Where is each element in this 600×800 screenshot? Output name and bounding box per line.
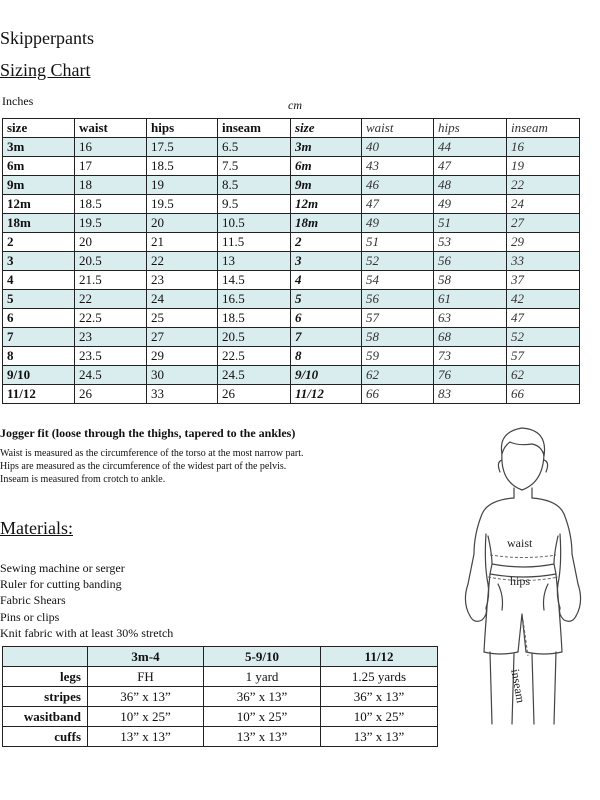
table-row — [3, 271, 580, 290]
table-cell: 6 — [291, 309, 362, 328]
materials-heading: Materials: — [0, 518, 73, 538]
table-cell: 5 — [3, 290, 75, 309]
table-cell: 2 — [3, 233, 75, 252]
table-cell: 57 — [507, 347, 580, 366]
note-inseam: Inseam is measured from crotch to ankle. — [0, 474, 166, 485]
table-cell: 13” x 13” — [88, 727, 204, 747]
table-cell: 36” x 13” — [204, 687, 321, 707]
table-cell: 8 — [291, 347, 362, 366]
table-cell: 51 — [434, 214, 507, 233]
material-item: Sewing machine or serger — [0, 561, 125, 575]
sizing-chart-heading: Sizing Chart — [0, 60, 91, 80]
material-item: Pins or clips — [0, 609, 60, 624]
table-cell: 17.5 — [147, 138, 218, 157]
table-cell: 6.5 — [218, 138, 291, 157]
table-cell: 2 — [291, 233, 362, 252]
fabric-table-header-row — [3, 647, 438, 667]
table-row — [3, 252, 580, 271]
table-cell: 47 — [507, 309, 580, 328]
table-cell: 3 — [3, 252, 75, 271]
table-cell: 33 — [147, 385, 218, 404]
table-cell: 29 — [147, 347, 218, 366]
table-row — [3, 328, 580, 347]
table-cell: 24.5 — [75, 366, 147, 385]
table-cell: 11/12 — [3, 385, 75, 404]
note-waist: Waist is measured as the circumference of the torso at the most narrow part. — [0, 448, 304, 459]
table-cell: 11.5 — [218, 233, 291, 252]
table-cell: 36” x 13” — [88, 687, 204, 707]
table-row — [3, 366, 580, 385]
column-header: size — [3, 119, 75, 138]
table-cell: 73 — [434, 347, 507, 366]
table-cell: 58 — [434, 271, 507, 290]
table-cell: 6 — [3, 309, 75, 328]
column-header — [3, 647, 88, 667]
table-cell: 21.5 — [75, 271, 147, 290]
table-cell: 61 — [434, 290, 507, 309]
table-cell: 20.5 — [75, 252, 147, 271]
table-cell: 53 — [434, 233, 507, 252]
units-cm-label: cm — [288, 98, 302, 112]
material-item: Knit fabric with at least 30% stretch — [0, 625, 174, 640]
materials-list — [0, 560, 173, 641]
table-cell: 22 — [147, 252, 218, 271]
table-cell: wasitband — [3, 707, 88, 727]
column-header: size — [291, 119, 362, 138]
table-cell: 20.5 — [218, 328, 291, 347]
table-cell: 7 — [291, 328, 362, 347]
table-cell: 12m — [291, 195, 362, 214]
table-cell: 10.5 — [218, 214, 291, 233]
table-cell: 47 — [434, 157, 507, 176]
table-cell: 56 — [362, 290, 434, 309]
table-cell: 16 — [75, 138, 147, 157]
table-cell: 9/10 — [3, 366, 75, 385]
table-cell: 68 — [434, 328, 507, 347]
table-row — [3, 176, 580, 195]
table-cell: stripes — [3, 687, 88, 707]
table-cell: 13 — [218, 252, 291, 271]
table-cell: 26 — [218, 385, 291, 404]
table-cell: 24 — [147, 290, 218, 309]
table-cell: 8 — [3, 347, 75, 366]
table-cell: 18.5 — [147, 157, 218, 176]
table-cell: 44 — [434, 138, 507, 157]
table-cell: 9/10 — [291, 366, 362, 385]
table-cell: 83 — [434, 385, 507, 404]
table-cell: 18 — [75, 176, 147, 195]
units-inches-label: Inches — [2, 94, 34, 108]
column-header: inseam — [218, 119, 291, 138]
fit-note: Jogger fit (loose through the thighs, tapered to the ankles) — [0, 426, 296, 440]
table-cell: 17 — [75, 157, 147, 176]
table-cell: 47 — [362, 195, 434, 214]
table-cell: 4 — [3, 271, 75, 290]
table-cell: 18.5 — [218, 309, 291, 328]
table-cell: 48 — [434, 176, 507, 195]
table-cell: 52 — [507, 328, 580, 347]
table-cell: 42 — [507, 290, 580, 309]
hips-label: hips — [510, 574, 531, 588]
table-cell: 12m — [3, 195, 75, 214]
table-cell: 19.5 — [147, 195, 218, 214]
table-row — [3, 727, 438, 747]
table-cell: 6m — [3, 157, 75, 176]
table-cell: 58 — [362, 328, 434, 347]
table-cell: 46 — [362, 176, 434, 195]
table-cell: 13” x 13” — [321, 727, 438, 747]
waist-label: waist — [507, 536, 533, 550]
table-cell: 22 — [75, 290, 147, 309]
table-row — [3, 233, 580, 252]
column-header: 5-9/10 — [204, 647, 321, 667]
table-cell: 9m — [3, 176, 75, 195]
table-cell: 22 — [507, 176, 580, 195]
measurement-notes — [0, 447, 304, 486]
table-cell: 51 — [362, 233, 434, 252]
table-cell: 1 yard — [204, 667, 321, 687]
table-cell: 6m — [291, 157, 362, 176]
table-cell: 5 — [291, 290, 362, 309]
table-cell: 26 — [75, 385, 147, 404]
table-cell: 59 — [362, 347, 434, 366]
table-cell: 16 — [507, 138, 580, 157]
table-cell: 49 — [362, 214, 434, 233]
table-cell: 23.5 — [75, 347, 147, 366]
table-cell: 62 — [507, 366, 580, 385]
table-cell: 66 — [362, 385, 434, 404]
fabric-requirements-table — [2, 646, 438, 747]
table-cell: 43 — [362, 157, 434, 176]
table-cell: 3 — [291, 252, 362, 271]
table-cell: 63 — [434, 309, 507, 328]
table-cell: 24.5 — [218, 366, 291, 385]
table-row — [3, 687, 438, 707]
table-cell: 66 — [507, 385, 580, 404]
table-cell: 36” x 13” — [321, 687, 438, 707]
column-header: waist — [362, 119, 434, 138]
table-cell: 10” x 25” — [204, 707, 321, 727]
table-row — [3, 347, 580, 366]
table-cell: 3m — [3, 138, 75, 157]
table-cell: 33 — [507, 252, 580, 271]
table-cell: 8.5 — [218, 176, 291, 195]
table-row — [3, 385, 580, 404]
table-cell: legs — [3, 667, 88, 687]
table-cell: 3m — [291, 138, 362, 157]
child-shorts-illustration — [444, 424, 600, 744]
column-header: hips — [147, 119, 218, 138]
table-cell: 9.5 — [218, 195, 291, 214]
material-item: Fabric Shears — [0, 593, 66, 608]
column-header: 11/12 — [321, 647, 438, 667]
table-cell: 23 — [75, 328, 147, 347]
table-cell: 19 — [507, 157, 580, 176]
table-cell: 13” x 13” — [204, 727, 321, 747]
table-cell: 19.5 — [75, 214, 147, 233]
table-row — [3, 157, 580, 176]
table-cell: 20 — [147, 214, 218, 233]
table-cell: 4 — [291, 271, 362, 290]
column-header: 3m-4 — [88, 647, 204, 667]
table-cell: 1.25 yards — [321, 667, 438, 687]
table-cell: 25 — [147, 309, 218, 328]
column-header: waist — [75, 119, 147, 138]
table-cell: 54 — [362, 271, 434, 290]
table-cell: 9m — [291, 176, 362, 195]
sizing-table — [2, 118, 580, 404]
table-cell: 56 — [434, 252, 507, 271]
table-cell: 18.5 — [75, 195, 147, 214]
table-cell: 21 — [147, 233, 218, 252]
table-cell: 10” x 25” — [321, 707, 438, 727]
table-cell: 18m — [3, 214, 75, 233]
table-row — [3, 138, 580, 157]
table-cell: 22.5 — [75, 309, 147, 328]
table-cell: 7.5 — [218, 157, 291, 176]
table-cell: 40 — [362, 138, 434, 157]
table-cell: 23 — [147, 271, 218, 290]
table-cell: 20 — [75, 233, 147, 252]
table-cell: 76 — [434, 366, 507, 385]
table-cell: 22.5 — [218, 347, 291, 366]
table-cell: 52 — [362, 252, 434, 271]
inseam-label: inseam — [508, 668, 528, 704]
table-cell: cuffs — [3, 727, 88, 747]
table-row — [3, 195, 580, 214]
table-cell: 11/12 — [291, 385, 362, 404]
table-cell: 37 — [507, 271, 580, 290]
table-row — [3, 667, 438, 687]
table-cell: 10” x 25” — [88, 707, 204, 727]
table-row — [3, 707, 438, 727]
table-cell: 18m — [291, 214, 362, 233]
table-cell: 29 — [507, 233, 580, 252]
table-cell: 7 — [3, 328, 75, 347]
material-item: Ruler for cutting banding — [0, 577, 122, 592]
table-cell: 57 — [362, 309, 434, 328]
table-cell: 19 — [147, 176, 218, 195]
page-title: Skipperpants — [0, 28, 94, 48]
note-hips: Hips are measured as the circumference of the widest part of the pelvis. — [0, 461, 287, 472]
table-cell: 24 — [507, 195, 580, 214]
table-cell: 27 — [507, 214, 580, 233]
table-cell: 62 — [362, 366, 434, 385]
table-cell: 14.5 — [218, 271, 291, 290]
table-row — [3, 290, 580, 309]
table-cell: FH — [88, 667, 204, 687]
sizing-table-header-row — [3, 119, 580, 138]
table-cell: 27 — [147, 328, 218, 347]
column-header: hips — [434, 119, 507, 138]
table-row — [3, 214, 580, 233]
table-cell: 30 — [147, 366, 218, 385]
table-row — [3, 309, 580, 328]
table-cell: 49 — [434, 195, 507, 214]
column-header: inseam — [507, 119, 580, 138]
table-cell: 16.5 — [218, 290, 291, 309]
